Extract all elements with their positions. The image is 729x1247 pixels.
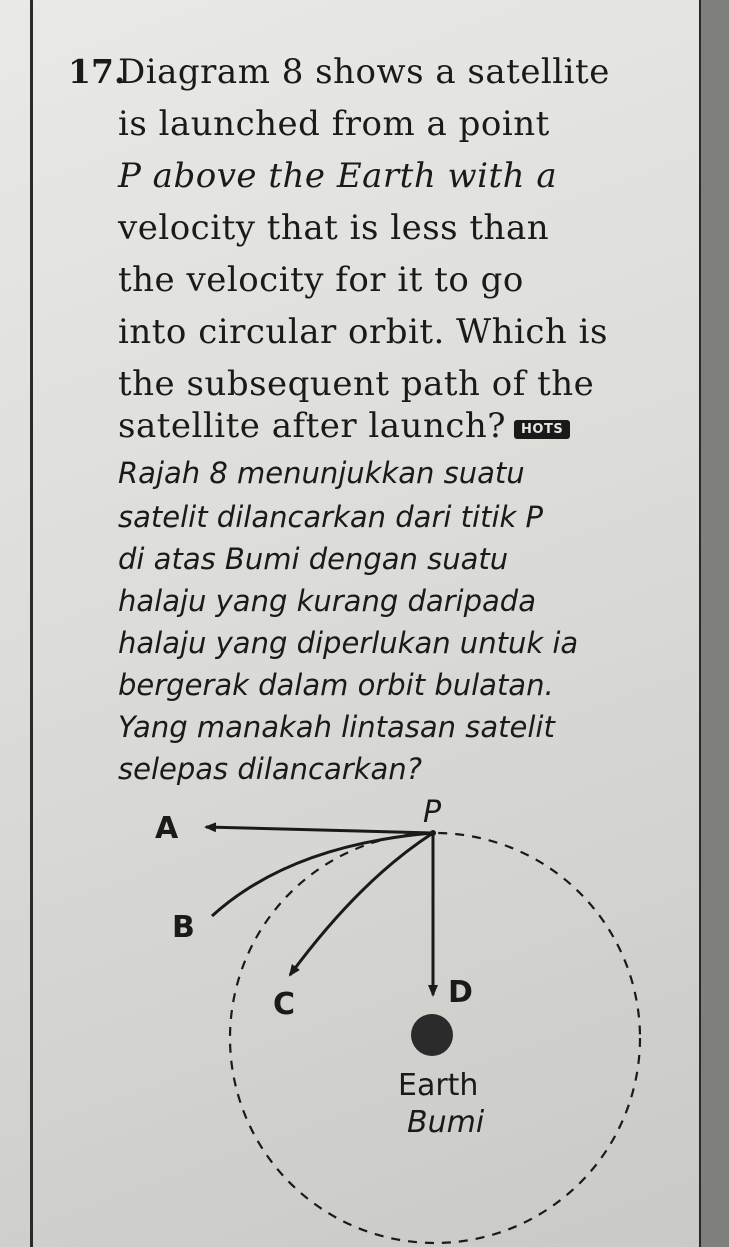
path-c-arrow bbox=[290, 833, 433, 975]
question-malay-line: halaju yang diperlukan untuk ia bbox=[118, 626, 579, 660]
question-number: 17. bbox=[68, 52, 126, 91]
question-malay-line: satelit dilancarkan dari titik P bbox=[118, 500, 544, 534]
question-malay-line: Rajah 8 menunjukkan suatu bbox=[118, 456, 525, 490]
path-b-curve bbox=[212, 833, 433, 916]
question-english-line: into circular orbit. Which is bbox=[118, 312, 608, 352]
question-english-line: velocity that is less than bbox=[118, 208, 550, 248]
earth-globe bbox=[411, 1014, 453, 1056]
label-b: B bbox=[172, 910, 195, 945]
launch-point-p bbox=[430, 830, 436, 836]
question-malay-line: Yang manakah lintasan satelit bbox=[118, 710, 555, 744]
question-malay-line: di atas Bumi dengan suatu bbox=[118, 542, 509, 576]
label-c: C bbox=[273, 987, 296, 1022]
hots-badge: HOTS bbox=[514, 420, 570, 439]
question-english-line: Diagram 8 shows a satellite bbox=[118, 52, 610, 92]
question-english-text: satellite after launch? bbox=[118, 406, 507, 446]
earth-malay-label: Bumi bbox=[407, 1105, 485, 1140]
question-malay-line: bergerak dalam orbit bulatan. bbox=[118, 668, 554, 702]
label-d: D bbox=[448, 975, 473, 1010]
question-english-line: P above the Earth with a bbox=[118, 156, 558, 196]
question-malay-line: selepas dilancarkan? bbox=[118, 752, 423, 786]
earth-label: Earth bbox=[398, 1068, 479, 1103]
question-english-line: is launched from a point bbox=[118, 104, 550, 144]
label-p: P bbox=[423, 795, 442, 830]
question-malay-line: halaju yang kurang daripada bbox=[118, 584, 536, 618]
question-english-line: the velocity for it to go bbox=[118, 260, 524, 300]
label-a: A bbox=[155, 811, 179, 846]
question-english-line: the subsequent path of the bbox=[118, 364, 595, 404]
path-a-arrow bbox=[206, 827, 433, 833]
